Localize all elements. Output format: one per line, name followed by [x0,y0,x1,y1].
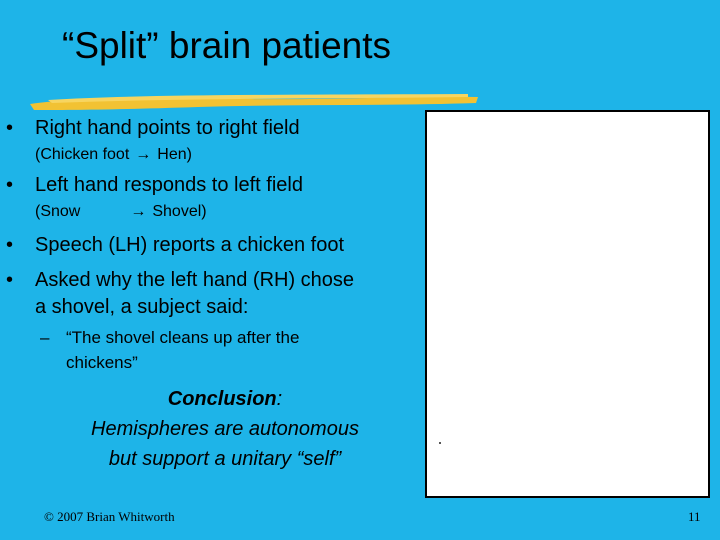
sub-line-chicken-foot [35,145,192,165]
sub-left: (Chicken foot [35,146,130,163]
sub-right: Shovel) [152,203,207,220]
conclusion-heading [40,384,410,414]
image-placeholder [425,110,710,498]
page-number: 11 [688,509,701,524]
quote-line2: chickens” [66,353,138,372]
bullet-text-asked-line1: Asked why the left hand (RH) chose [35,269,355,291]
conclusion-line2: Hemispheres are autonomous [91,418,359,440]
conclusion-label: Conclusion [167,388,277,410]
conclusion-block [40,384,410,474]
sub-line-snow [35,202,207,222]
sub-right: Hen) [157,146,192,163]
sub-left: (Snow [35,203,81,220]
conclusion-line3: but support a unitary “self” [108,448,342,470]
bullet-text-speech: Speech (LH) reports a chicken foot [35,234,345,256]
arrow-icon: → [130,203,147,220]
slide-title: “Split” brain patients [62,25,392,66]
quote-dash: – [40,328,50,347]
quote-line1: “The shovel cleans up after the [66,328,300,347]
bullet-marker: • [6,269,14,291]
bullet-marker: • [6,234,14,256]
footer-copyright: © 2007 Brian Whitworth [44,509,175,524]
conclusion-colon: : [276,388,283,410]
bullet-marker: • [6,117,14,139]
arrow-icon: → [135,146,152,163]
bullet-text-left-hand: Left hand responds to left field [35,174,303,196]
bullet-marker: • [6,174,14,196]
title-underline-brushstroke [28,88,480,114]
bullet-text-right-hand: Right hand points to right field [35,117,300,139]
image-speck [439,442,441,444]
bullet-text-asked-line2: a shovel, a subject said: [35,296,249,318]
